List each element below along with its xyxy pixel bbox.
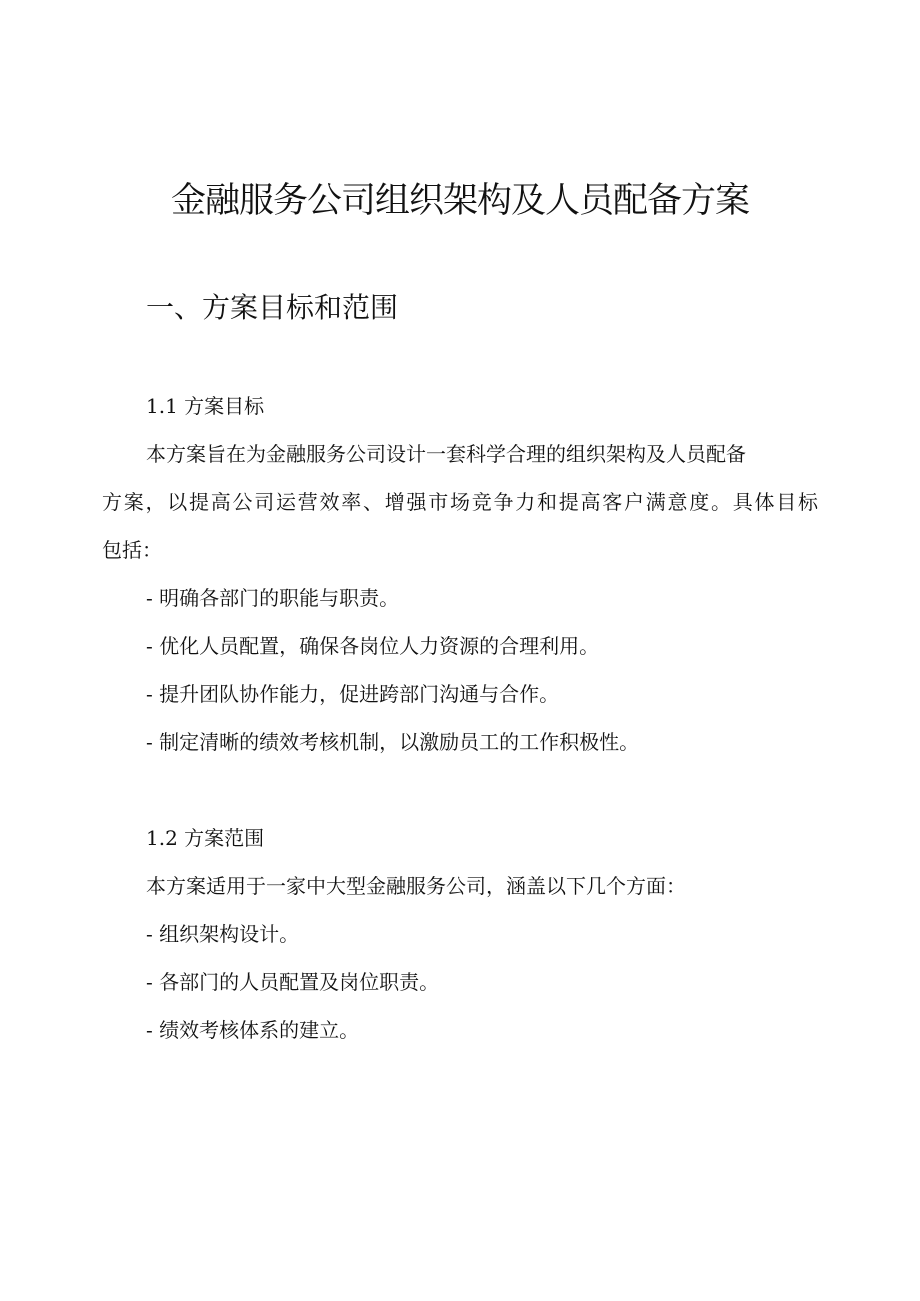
paragraph-line: 本方案旨在为金融服务公司设计一套科学合理的组织架构及人员配备 <box>146 442 746 466</box>
list-item: - 组织架构设计。 <box>146 922 300 946</box>
list-item: - 提升团队协作能力，促进跨部门沟通与合作。 <box>146 682 560 706</box>
subsection-heading-goals: 1.1 方案目标 <box>146 394 265 418</box>
paragraph-line: 本方案适用于一家中大型金融服务公司，涵盖以下几个方面： <box>146 874 686 898</box>
list-item: - 制定清晰的绩效考核机制，以激励员工的工作积极性。 <box>146 730 640 754</box>
list-item: - 绩效考核体系的建立。 <box>146 1018 360 1042</box>
paragraph-line: 方案，以提高公司运营效率、增强市场竞争力和提高客户满意度。具体目标 <box>102 490 818 514</box>
list-item: - 明确各部门的职能与职责。 <box>146 586 400 610</box>
section-heading-goals-scope: 一、方案目标和范围 <box>146 291 399 324</box>
paragraph-line: 包括： <box>102 538 162 562</box>
document-title: 金融服务公司组织架构及人员配备方案 <box>170 181 749 221</box>
subsection-heading-scope: 1.2 方案范围 <box>146 826 265 850</box>
list-item: - 优化人员配置，确保各岗位人力资源的合理利用。 <box>146 634 600 658</box>
list-item: - 各部门的人员配置及岗位职责。 <box>146 970 440 994</box>
